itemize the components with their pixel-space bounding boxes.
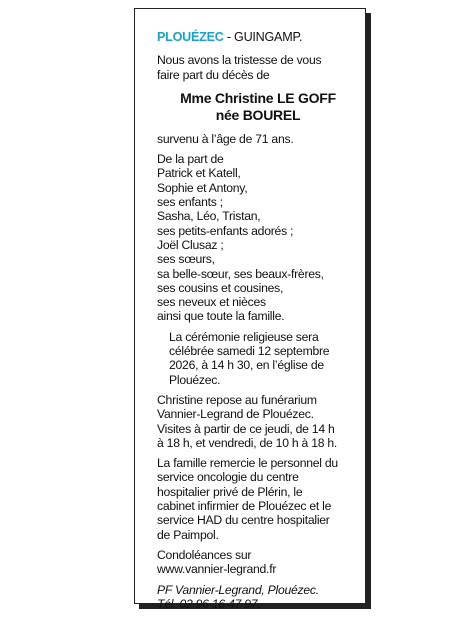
ceremony-line: La cérémonie religieuse sera [169,329,319,344]
thanks-line: cabinet infirmier de Plouézec et le [157,499,332,514]
family-line: Patrick et Katell, [157,166,241,181]
thanks-line: service oncologie du centre [157,470,299,485]
town-name: PLOUÉZEC [157,30,224,44]
thanks-line: La famille remercie le personnel du [157,456,338,471]
maiden-name: née BOUREL [215,106,301,123]
ceremony-line: Plouézec. [169,372,221,387]
condolences-text [157,548,365,577]
deceased-name-block [157,90,365,124]
condolences-line: Condoléances sur [157,547,252,562]
funeral-home-text [157,393,365,450]
obituary-notice [134,8,366,611]
ceremony-text [157,330,365,387]
funeral-home-line: Christine repose au funérarium [157,392,317,407]
age-text [157,132,365,146]
age-line: survenu à l’âge de 71 ans. [157,131,294,146]
footer-line: PF Vannier-Legrand, Plouézec. [157,582,319,597]
ceremony-line: célébrée samedi 12 septembre [169,344,330,359]
family-line: ses petits-enfants adorés ; [157,223,294,238]
funeral-home-line: Vannier-Legrand de Plouézec. [157,407,314,422]
funeral-director-footer [157,583,365,612]
ceremony-line: 2026, à 14 h 30, en l’église de [169,358,324,373]
thanks-line: hospitalier privé de Plérin, le [157,484,303,499]
intro-line: Nous avons la tristesse de vous [157,53,322,68]
family-line: ses neveux et nièces [157,295,266,310]
location-header [157,30,365,44]
intro-text [157,53,365,82]
thanks-line: de Paimpol. [157,527,219,542]
footer-phone: Tél. 02 96 16 47 97. [157,596,261,611]
family-list [157,152,365,324]
family-line: Sophie et Antony, [157,180,248,195]
funeral-home-line: Visites à partir de ce jeudi, de 14 h [157,421,335,436]
family-line: ses sœurs, [157,252,215,267]
thanks-text [157,456,365,542]
intro-line: faire part du décès de [157,67,270,82]
family-line: sa belle-sœur, ses beaux-frères, [157,266,324,281]
thanks-line: service HAD du centre hospitalier [157,513,330,528]
deceased-name: Mme Christine LE GOFF [180,89,336,106]
family-line: De la part de [157,152,224,167]
city-name: GUINGAMP. [234,30,303,44]
family-line: Joël Clusaz ; [157,237,224,252]
condolences-url: www.vannier-legrand.fr [157,562,277,577]
funeral-home-line: à 18 h, et vendredi, de 10 h à 18 h. [157,435,338,450]
family-line: Sasha, Léo, Tristan, [157,209,261,224]
location-separator: - [223,30,235,44]
family-line: ainsi que toute la famille. [157,309,285,324]
family-line: ses cousins et cousines, [157,280,284,295]
family-line: ses enfants ; [157,195,223,210]
